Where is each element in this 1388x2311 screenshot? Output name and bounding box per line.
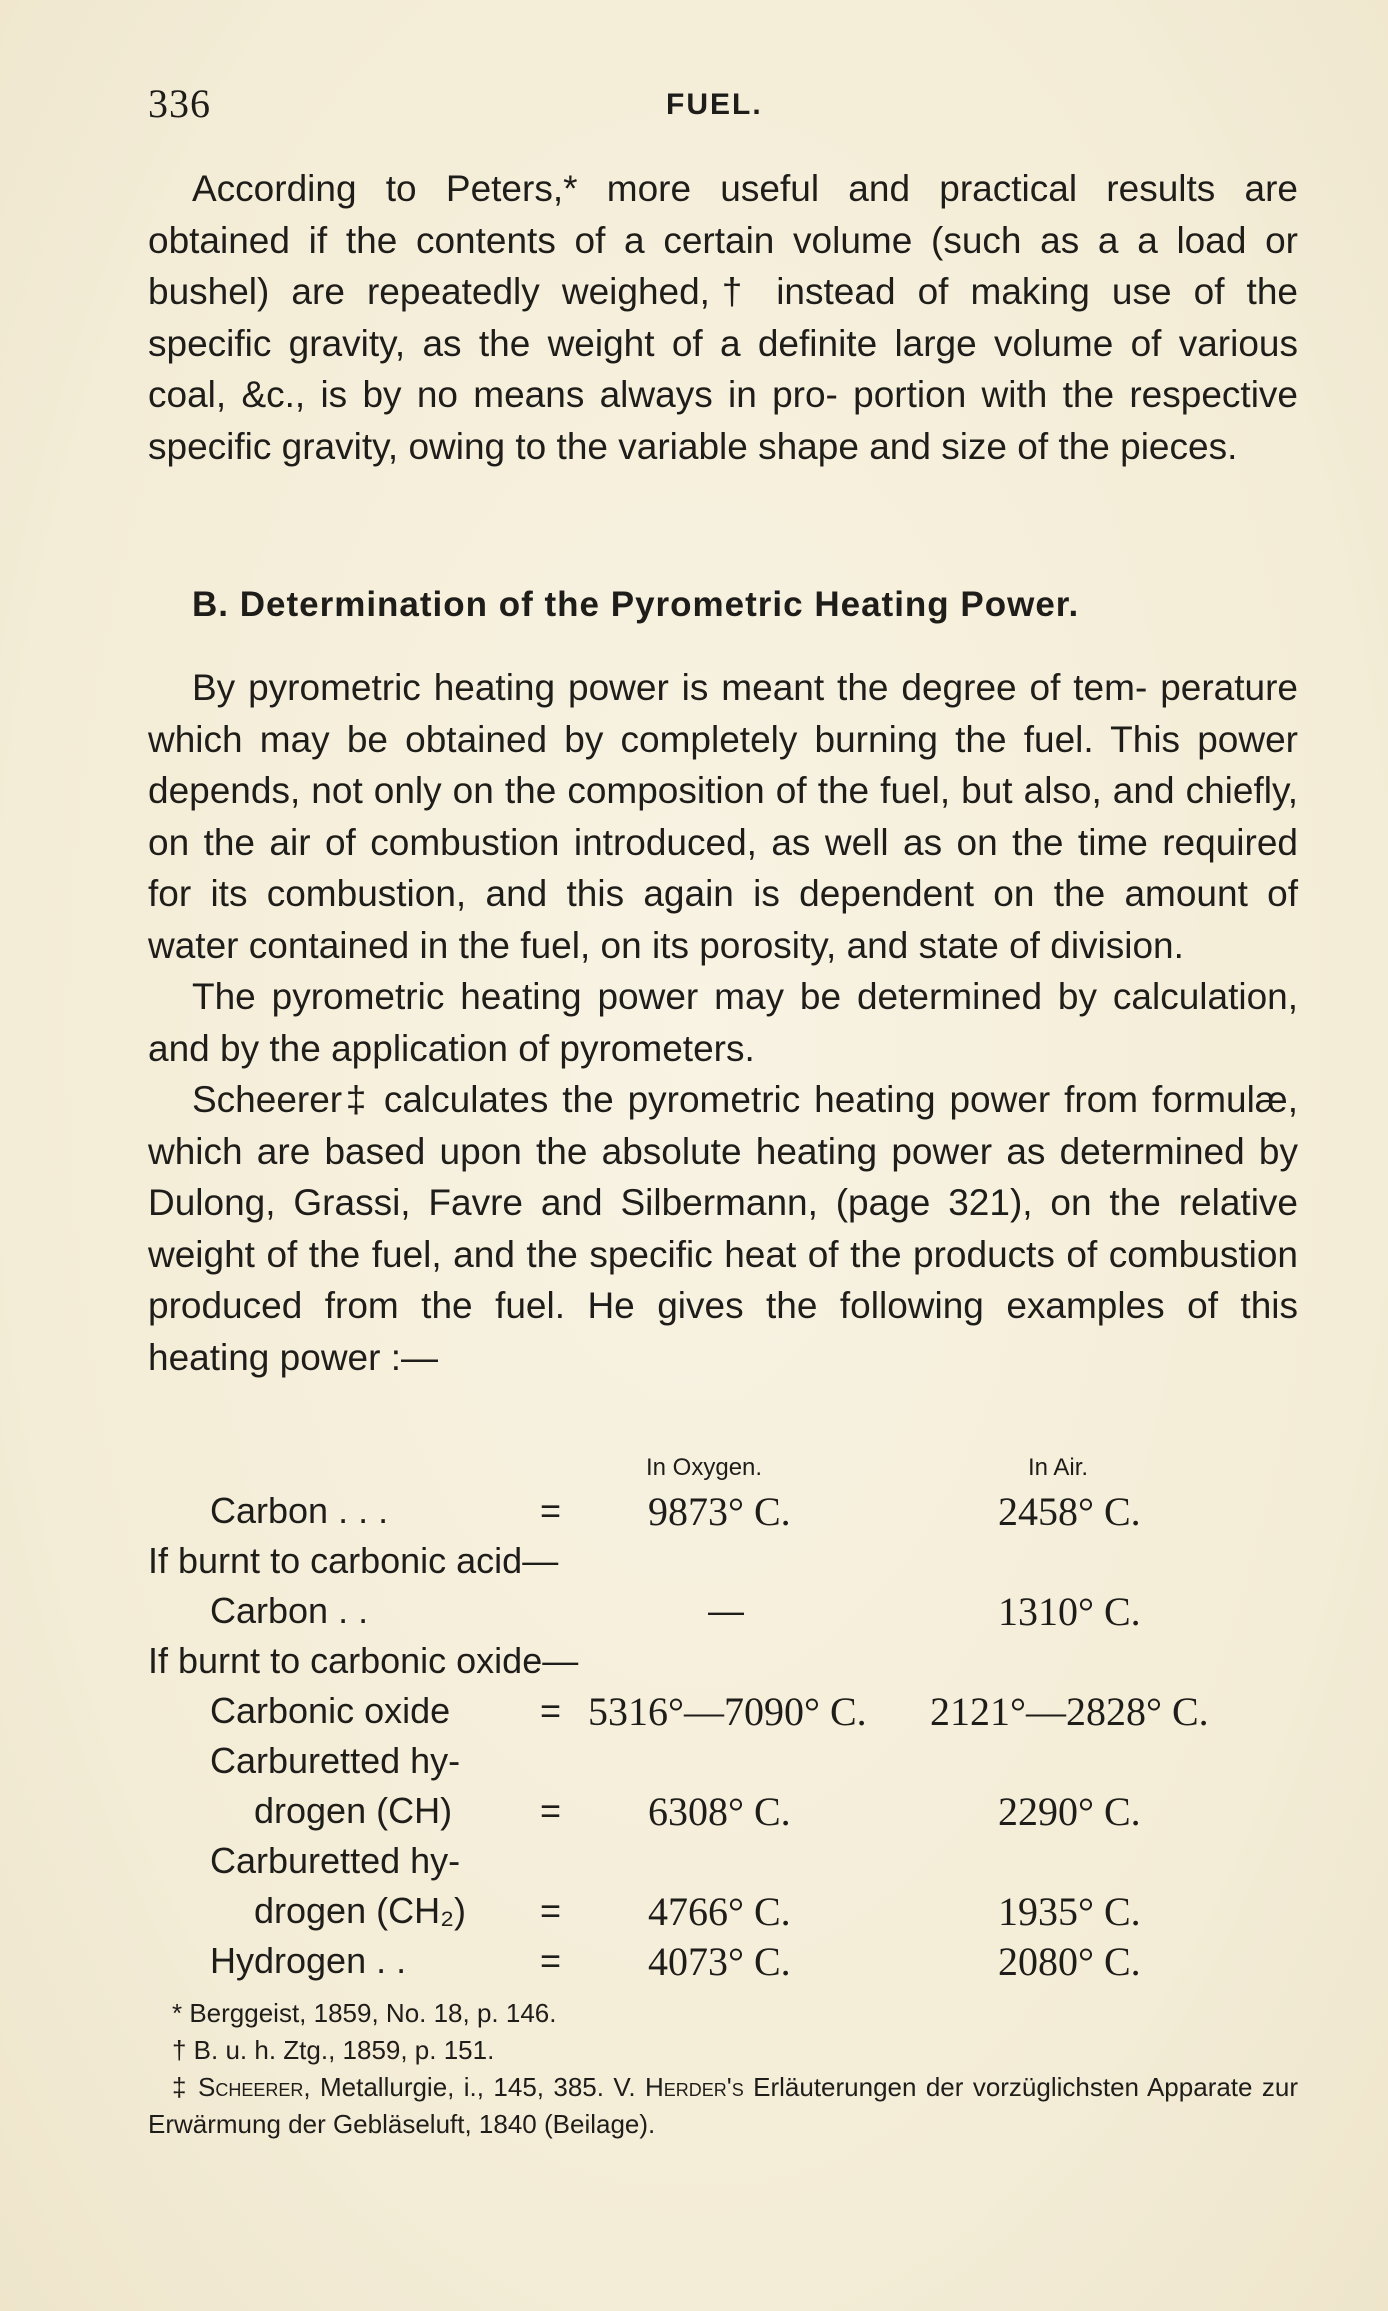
row-label: Hydrogen . . xyxy=(210,1940,407,1981)
section-heading: B. Determination of the Pyrometric Heating Power. xyxy=(192,585,1080,624)
footnote-3-author-2: Herder's xyxy=(644,2072,744,2102)
table-row xyxy=(148,1840,1298,1890)
row-label: Carbon . . . xyxy=(210,1490,389,1531)
table-row xyxy=(148,1540,1298,1590)
air-value: 2458° C. xyxy=(998,1489,1141,1534)
table-row xyxy=(148,1690,1298,1740)
equals-sign: = xyxy=(540,1940,562,1981)
row-label: Carbon . . xyxy=(210,1590,369,1631)
oxygen-value: 4766° C. xyxy=(648,1889,791,1934)
air-value: 1310° C. xyxy=(998,1589,1141,1634)
body-section-1 xyxy=(148,163,1298,472)
footnote-3 xyxy=(148,2069,1298,2143)
row-label: drogen (CH₂) xyxy=(254,1890,467,1931)
equals-sign: = xyxy=(540,1890,562,1931)
oxygen-value: 5316°—7090° C. xyxy=(588,1689,867,1734)
row-label: Carburetted hy- xyxy=(210,1740,461,1781)
air-value: 2121°—2828° C. xyxy=(930,1689,1209,1734)
air-value: 2290° C. xyxy=(998,1789,1141,1834)
footnote-3-text-2: Erläuterungen der vorzüglichsten Apparate zur Erwärmung der Gebläseluft, 1840 (Beilage). xyxy=(148,2072,1298,2139)
oxygen-value: 9873° C. xyxy=(648,1489,791,1534)
running-title: FUEL. xyxy=(666,88,763,121)
table-row xyxy=(148,1740,1298,1790)
row-label: If burnt to carbonic acid— xyxy=(148,1540,559,1581)
heating-power-table xyxy=(148,1450,1298,1990)
table-row xyxy=(148,1940,1298,1990)
table-header-row xyxy=(148,1450,1298,1490)
footnote-3-author: Scheerer xyxy=(198,2072,304,2102)
row-label: Carbonic oxide xyxy=(210,1690,451,1731)
air-value: 1935° C. xyxy=(998,1889,1141,1934)
page-header xyxy=(148,80,1298,130)
row-label: Carburetted hy- xyxy=(210,1840,461,1881)
equals-sign: = xyxy=(540,1790,562,1831)
oxygen-value: 6308° C. xyxy=(648,1789,791,1834)
oxygen-value: 4073° C. xyxy=(648,1939,791,1984)
footnote-2: † B. u. h. Ztg., 1859, p. 151. xyxy=(172,2035,495,2065)
row-label: drogen (CH) xyxy=(254,1790,453,1831)
footnote-3-mark: ‡ xyxy=(172,2072,189,2102)
dash: — xyxy=(708,1590,744,1631)
equals-sign: = xyxy=(540,1490,562,1531)
column-header-air: In Air. xyxy=(1028,1454,1089,1481)
paragraph-peters: According to Peters,* more useful and practical results are obtained if the contents of a certain volume (such as a a load or bushel) are repeatedly weighed,† instead of making use of the specific gravity, as the weight of a definite large volume of various coal, &c., is by no means always in pro- portion with the respective specific gravity, owing to the variable shape and size of the pieces. xyxy=(148,168,1298,467)
air-value: 2080° C. xyxy=(998,1939,1141,1984)
page-number: 336 xyxy=(148,81,211,126)
body-section-2 xyxy=(148,662,1298,1383)
column-header-oxygen: In Oxygen. xyxy=(646,1454,763,1481)
footnote-3-text-1: , Metallurgie, i., 145, 385. V. xyxy=(303,2072,636,2102)
footnote-1: * Berggeist, 1859, No. 18, p. 146. xyxy=(172,1998,557,2028)
table-row xyxy=(148,1490,1298,1540)
table-row xyxy=(148,1790,1298,1840)
paragraph-scheerer: Scheerer‡ calculates the pyrometric heating power from formulæ, which are based upon the absolute heating power as determined by Dulong, Grassi, Favre and Silbermann, (page 321), on the relative weight of the fuel, and the specific heat of the products of combustion produced from the fuel. He gives the following examples of this heating power :— xyxy=(148,1079,1298,1378)
paragraph-methods: The pyrometric heating power may be determined by calculation, and by the application of pyrometers. xyxy=(148,976,1298,1069)
paragraph-definition: By pyrometric heating power is meant the degree of tem- perature which may be obtained by completely burning the fuel. This power depends, not only on the composition of the fuel, but also, and chiefly, on the air of combustion introduced, as well as on the time required for its combustion, and this again is dependent on the amount of water contained in the fuel, on its porosity, and state of division. xyxy=(148,667,1298,966)
table-row xyxy=(148,1590,1298,1640)
footnotes xyxy=(148,1995,1298,2143)
table-row xyxy=(148,1640,1298,1690)
table-row xyxy=(148,1890,1298,1940)
row-label: If burnt to carbonic oxide— xyxy=(148,1640,579,1681)
equals-sign: = xyxy=(540,1690,562,1731)
